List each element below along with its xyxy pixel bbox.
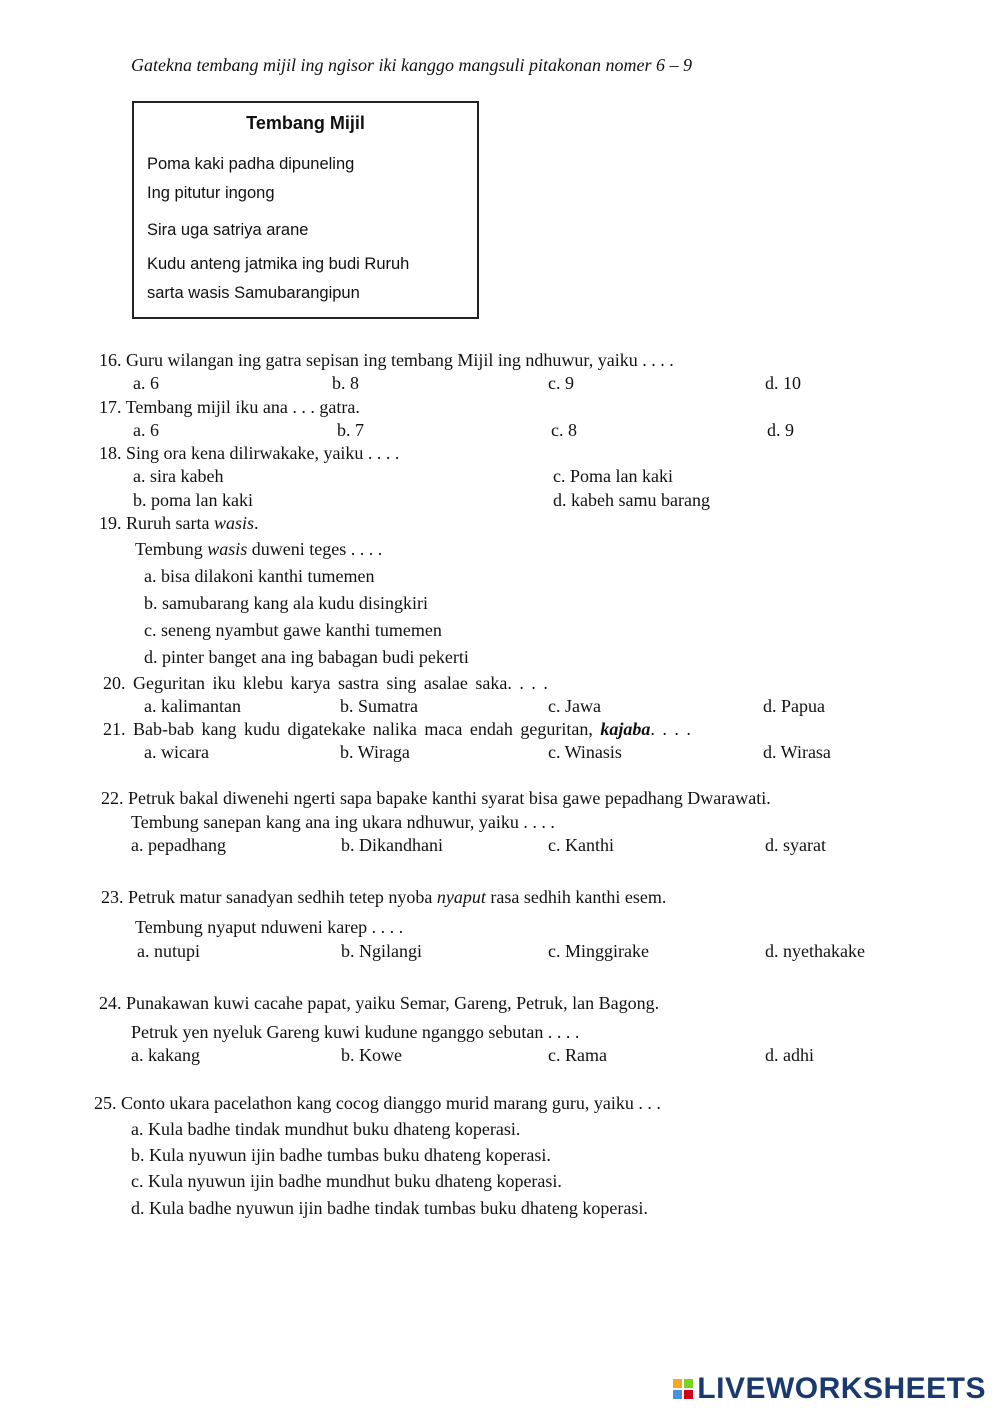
option-d[interactable]: d. adhi bbox=[765, 1045, 814, 1065]
option-b[interactable]: b. samubarang kang ala kudu disingkiri bbox=[144, 593, 428, 613]
option-c[interactable]: c. Rama bbox=[548, 1045, 607, 1065]
option-a[interactable]: a. Kula badhe tindak mundhut buku dhateng koperasi. bbox=[131, 1119, 521, 1139]
logo-icon bbox=[673, 1379, 693, 1399]
question-16: 16. Guru wilangan ing gatra sepisan ing tembang Mijil ing ndhuwur, yaiku . . . . bbox=[99, 350, 674, 370]
question-21: 21. Bab-bab kang kudu digatekake nalika maca endah geguritan, kajaba. . . . bbox=[103, 719, 691, 739]
question-19: 19. Ruruh sarta wasis. bbox=[99, 513, 259, 533]
option-a[interactable]: a. bisa dilakoni kanthi tumemen bbox=[144, 566, 375, 586]
option-b[interactable]: b. Kula nyuwun ijin badhe tumbas buku dhateng koperasi. bbox=[131, 1145, 551, 1165]
option-c[interactable]: c. 8 bbox=[551, 420, 577, 440]
option-d[interactable]: d. pinter banget ana ing babagan budi pekerti bbox=[144, 647, 469, 667]
poem-line: Sira uga satriya arane bbox=[147, 221, 309, 239]
option-a[interactable]: a. nutupi bbox=[137, 941, 200, 961]
option-a[interactable]: a. kakang bbox=[131, 1045, 200, 1065]
option-d[interactable]: d. kabeh samu barang bbox=[553, 490, 710, 510]
option-b[interactable]: b. Wiraga bbox=[340, 742, 410, 762]
question-23: 23. Petruk matur sanadyan sedhih tetep nyoba nyaput rasa sedhih kanthi esem. bbox=[101, 887, 667, 907]
option-a[interactable]: a. wicara bbox=[144, 742, 209, 762]
option-b[interactable]: b. 8 bbox=[332, 373, 359, 393]
option-c[interactable]: c. Minggirake bbox=[548, 941, 649, 961]
question-18: 18. Sing ora kena dilirwakake, yaiku . . . . bbox=[99, 443, 400, 463]
logo-text: LIVEWORKSHEETS bbox=[697, 1372, 986, 1405]
question-24: 24. Punakawan kuwi cacahe papat, yaiku Semar, Gareng, Petruk, lan Bagong. bbox=[99, 993, 660, 1013]
question-25: 25. Conto ukara pacelathon kang cocog dianggo murid marang guru, yaiku . . . bbox=[94, 1093, 661, 1113]
question-22-sub: Tembung sanepan kang ana ing ukara ndhuwur, yaiku . . . . bbox=[131, 812, 555, 832]
option-d[interactable]: d. Kula badhe nyuwun ijin badhe tindak tumbas buku dhateng koperasi. bbox=[131, 1198, 648, 1218]
option-d[interactable]: d. 10 bbox=[765, 373, 801, 393]
option-a[interactable]: a. 6 bbox=[133, 420, 159, 440]
liveworksheets-logo[interactable] bbox=[673, 1372, 986, 1406]
option-c[interactable]: c. Jawa bbox=[548, 696, 601, 716]
question-22: 22. Petruk bakal diwenehi ngerti sapa bapake kanthi syarat bisa gawe pepadhang Dwarawati. bbox=[101, 788, 771, 808]
option-b[interactable]: b. poma lan kaki bbox=[133, 490, 253, 510]
question-24-sub: Petruk yen nyeluk Gareng kuwi kudune nganggo sebutan . . . . bbox=[131, 1022, 580, 1042]
question-23-sub: Tembung nyaput nduweni karep . . . . bbox=[135, 917, 404, 937]
option-b[interactable]: b. Ngilangi bbox=[341, 941, 422, 961]
option-c[interactable]: c. Poma lan kaki bbox=[553, 466, 673, 486]
logo-square bbox=[673, 1379, 682, 1388]
question-19-sub: Tembung wasis duweni teges . . . . bbox=[135, 539, 383, 559]
option-d[interactable]: d. Papua bbox=[763, 696, 825, 716]
option-b[interactable]: b. 7 bbox=[337, 420, 364, 440]
question-17: 17. Tembang mijil iku ana . . . gatra. bbox=[99, 397, 360, 417]
option-c[interactable]: c. Kula nyuwun ijin badhe mundhut buku dhateng koperasi. bbox=[131, 1171, 562, 1191]
option-d[interactable]: d. 9 bbox=[767, 420, 794, 440]
option-a[interactable]: a. kalimantan bbox=[144, 696, 241, 716]
option-c[interactable]: c. 9 bbox=[548, 373, 574, 393]
logo-square bbox=[684, 1390, 693, 1399]
option-a[interactable]: a. 6 bbox=[133, 373, 159, 393]
poem-line: Poma kaki padha dipuneling bbox=[147, 155, 355, 173]
option-c[interactable]: c. Winasis bbox=[548, 742, 622, 762]
option-b[interactable]: b. Kowe bbox=[341, 1045, 402, 1065]
question-20: 20. Geguritan iku klebu karya sastra sing asalae saka. . . . bbox=[103, 673, 548, 693]
option-b[interactable]: b. Sumatra bbox=[340, 696, 418, 716]
poem-line: sarta wasis Samubarangipun bbox=[147, 284, 360, 302]
poem-box bbox=[132, 101, 479, 319]
logo-square bbox=[684, 1379, 693, 1388]
option-b[interactable]: b. Dikandhani bbox=[341, 835, 443, 855]
poem-line: Ing pitutur ingong bbox=[147, 184, 275, 202]
poem-line: Kudu anteng jatmika ing budi Ruruh bbox=[147, 255, 410, 273]
instruction-text: Gatekna tembang mijil ing ngisor iki kanggo mangsuli pitakonan nomer 6 – 9 bbox=[131, 55, 692, 75]
option-d[interactable]: d. Wirasa bbox=[763, 742, 831, 762]
option-a[interactable]: a. pepadhang bbox=[131, 835, 226, 855]
option-a[interactable]: a. sira kabeh bbox=[133, 466, 224, 486]
option-c[interactable]: c. Kanthi bbox=[548, 835, 614, 855]
poem-title: Tembang Mijil bbox=[246, 113, 365, 133]
logo-square bbox=[673, 1390, 682, 1399]
option-c[interactable]: c. seneng nyambut gawe kanthi tumemen bbox=[144, 620, 442, 640]
option-d[interactable]: d. nyethakake bbox=[765, 941, 865, 961]
option-d[interactable]: d. syarat bbox=[765, 835, 826, 855]
